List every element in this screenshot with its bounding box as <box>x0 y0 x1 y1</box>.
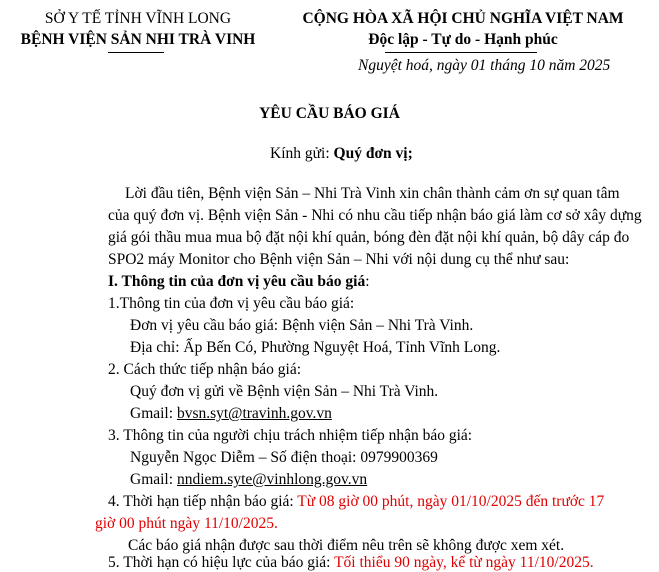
issuer-department: SỞ Y TẾ TỈNH VĨNH LONG <box>44 10 232 27</box>
greeting-prefix: Kính gửi: <box>270 145 334 162</box>
item2-line: Quý đơn vị gửi về Bệnh viện Sản – Nhi Trà Vinh. <box>130 383 439 400</box>
greeting <box>270 145 413 163</box>
item3-email-link[interactable]: nndiem.syte@vinhlong.gov.vn <box>176 471 368 488</box>
intro-line-3: giá gói thầu mua mua bộ đặt nội khí quản, bóng đèn đặt nội khí quản, bộ dây cáp đo <box>108 229 630 246</box>
item3-title: 3. Thông tin của người chịu trách nhiệm tiếp nhận báo giá: <box>108 427 473 444</box>
item5-value: Tối thiểu 90 ngày, kể từ ngày 11/10/2025. <box>334 554 594 571</box>
item4-value-line1: Từ 08 giờ 00 phút, ngày 01/10/2025 đến trước 17 <box>297 493 605 510</box>
issuer-hospital: BỆNH VIỆN SẢN NHI TRÀ VINH <box>20 31 256 48</box>
item4-value-line2: giờ 00 phút ngày 11/10/2025. <box>95 515 278 532</box>
intro-line-4: SPO2 máy Monitor cho Bệnh viện Sản – Nhi với nội dung cụ thể như sau: <box>108 251 570 268</box>
document-title: YÊU CẦU BÁO GIÁ <box>259 105 400 122</box>
motto-underline <box>385 52 537 53</box>
greeting-recipient: Quý đơn vị; <box>333 145 413 162</box>
issuer-underline <box>108 52 164 53</box>
item4-label: 4. Thời hạn tiếp nhận báo giá: <box>108 493 298 510</box>
national-motto: Độc lập - Tự do - Hạnh phúc <box>368 31 558 48</box>
item5-label: 5. Thời hạn có hiệu lực của báo giá: <box>108 554 335 571</box>
document-date: Nguyệt hoá, ngày 01 tháng 10 năm 2025 <box>358 57 611 74</box>
national-title: CỘNG HÒA XÃ HỘI CHỦ NGHĨA VIỆT NAM <box>302 10 624 27</box>
item5-row <box>108 554 594 572</box>
item3-email-label: Gmail: <box>130 471 177 488</box>
item3-email-row <box>130 471 367 489</box>
section-heading <box>108 273 370 291</box>
intro-line-2: của quý đơn vị. Bệnh viện Sản - Nhi có nhu cầu tiếp nhận báo giá làm cơ sở xây dựng <box>108 207 642 224</box>
item2-email-link[interactable]: bvsn.syt@travinh.gov.vn <box>176 405 332 422</box>
item4-row <box>108 493 604 511</box>
item2-email-row <box>130 405 332 423</box>
item2-title: 2. Cách thức tiếp nhận báo giá: <box>108 361 302 378</box>
section-heading-text: I. Thông tin của đơn vị yêu cầu báo giá <box>108 273 366 290</box>
item1-title: 1.Thông tin của đơn vị yêu cầu báo giá: <box>108 295 355 312</box>
section-heading-colon: : <box>365 273 370 290</box>
intro-line-1: Lời đầu tiên, Bệnh viện Sản – Nhi Trà Vinh xin chân thành cảm ơn sự quan tâm <box>125 185 620 202</box>
item1-unit: Đơn vị yêu cầu báo giá: Bệnh viện Sản – Nhi Trà Vinh. <box>130 317 474 334</box>
item4-note: Các báo giá nhận được sau thời điểm nêu trên sẽ không được xem xét. <box>128 537 565 554</box>
item3-contact: Nguyễn Ngọc Diễm – Số điện thoại: 0979900369 <box>130 449 438 466</box>
item2-email-label: Gmail: <box>130 405 177 422</box>
item1-address: Địa chỉ: Ấp Bến Có, Phường Nguyệt Hoá, Tỉnh Vĩnh Long. <box>130 339 501 356</box>
